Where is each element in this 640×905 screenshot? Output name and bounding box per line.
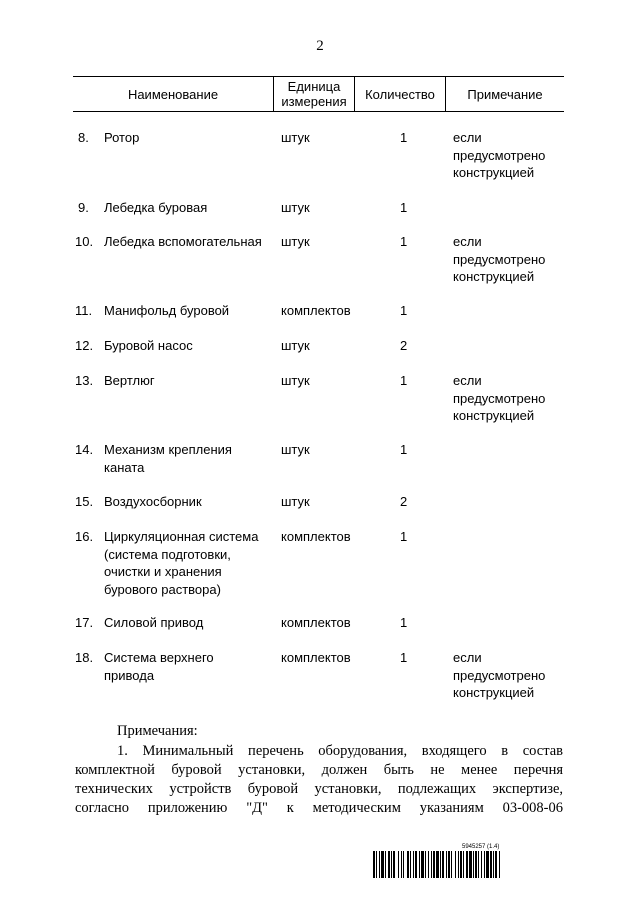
row-number: 12.	[75, 338, 94, 353]
row-number: 17.	[75, 615, 94, 630]
header-note: Примечание	[467, 86, 543, 102]
row-number: 9.	[78, 200, 89, 215]
page-number: 2	[316, 38, 324, 54]
row-unit: штук	[281, 130, 310, 145]
row-number: 13.	[75, 373, 94, 388]
table-header	[73, 76, 564, 112]
header-quantity: Количество	[365, 86, 435, 102]
notes-line: комплектной буровой установки, должен быть не менее перечня	[75, 762, 563, 778]
header-unit: Единица измерения	[281, 79, 347, 109]
row-unit: штук	[281, 338, 310, 353]
row-number: 8.	[78, 130, 89, 145]
row-note: если предусмотрено конструкцией	[453, 130, 546, 180]
row-unit: штук	[281, 373, 310, 388]
row-quantity: 1	[400, 303, 408, 318]
row-name: Механизм крепления каната	[104, 442, 232, 475]
row-unit: комплектов	[281, 529, 351, 544]
row-quantity: 1	[400, 442, 408, 457]
row-number: 11.	[75, 303, 93, 318]
row-note: если предусмотрено конструкцией	[453, 650, 546, 700]
header-name: Наименование	[127, 86, 219, 102]
row-number: 15.	[75, 494, 94, 509]
row-name: Система верхнего привода	[104, 650, 214, 683]
row-name: Вертлюг	[104, 373, 155, 388]
notes-line: технических устройств буровой установки, подлежащих экспертизе,	[75, 781, 563, 797]
row-name: Манифольд буровой	[104, 303, 230, 318]
row-unit: штук	[281, 442, 310, 457]
row-quantity: 2	[400, 494, 408, 509]
row-note: если предусмотрено конструкцией	[453, 234, 546, 284]
notes-line: 1. Минимальный перечень оборудования, входящего в состав	[117, 743, 563, 759]
row-unit: комплектов	[281, 303, 351, 318]
row-unit: штук	[281, 200, 310, 215]
row-unit: комплектов	[281, 650, 351, 665]
row-name: Буровой насос	[104, 338, 193, 353]
row-name: Циркуляционная система (система подготовки, очистки и хранения бурового раствора)	[104, 529, 259, 597]
row-number: 16.	[75, 529, 94, 544]
row-name: Ротор	[104, 130, 140, 145]
row-unit: комплектов	[281, 615, 351, 630]
row-quantity: 1	[400, 200, 408, 215]
row-quantity: 1	[400, 650, 408, 665]
row-note: если предусмотрено конструкцией	[453, 373, 546, 423]
row-name: Лебедка вспомогательная	[104, 234, 262, 249]
row-quantity: 1	[400, 234, 408, 249]
row-name: Воздухосборник	[104, 494, 202, 509]
row-unit: штук	[281, 234, 310, 249]
row-quantity: 1	[400, 615, 408, 630]
row-name: Силовой привод	[104, 615, 204, 630]
row-quantity: 1	[400, 373, 408, 388]
notes-title: Примечания:	[117, 723, 198, 739]
row-unit: штук	[281, 494, 310, 509]
row-number: 14.	[75, 442, 94, 457]
row-quantity: 1	[400, 130, 408, 145]
notes-line: согласно приложению "Д" к методическим указаниям 03-008-06	[75, 800, 563, 816]
row-number: 10.	[75, 234, 94, 249]
row-name: Лебедка буровая	[104, 200, 208, 215]
row-quantity: 1	[400, 529, 408, 544]
row-number: 18.	[75, 650, 94, 665]
barcode-icon	[373, 851, 563, 878]
barcode-label: 5945257 (1.4)	[462, 844, 500, 850]
row-quantity: 2	[400, 338, 408, 353]
